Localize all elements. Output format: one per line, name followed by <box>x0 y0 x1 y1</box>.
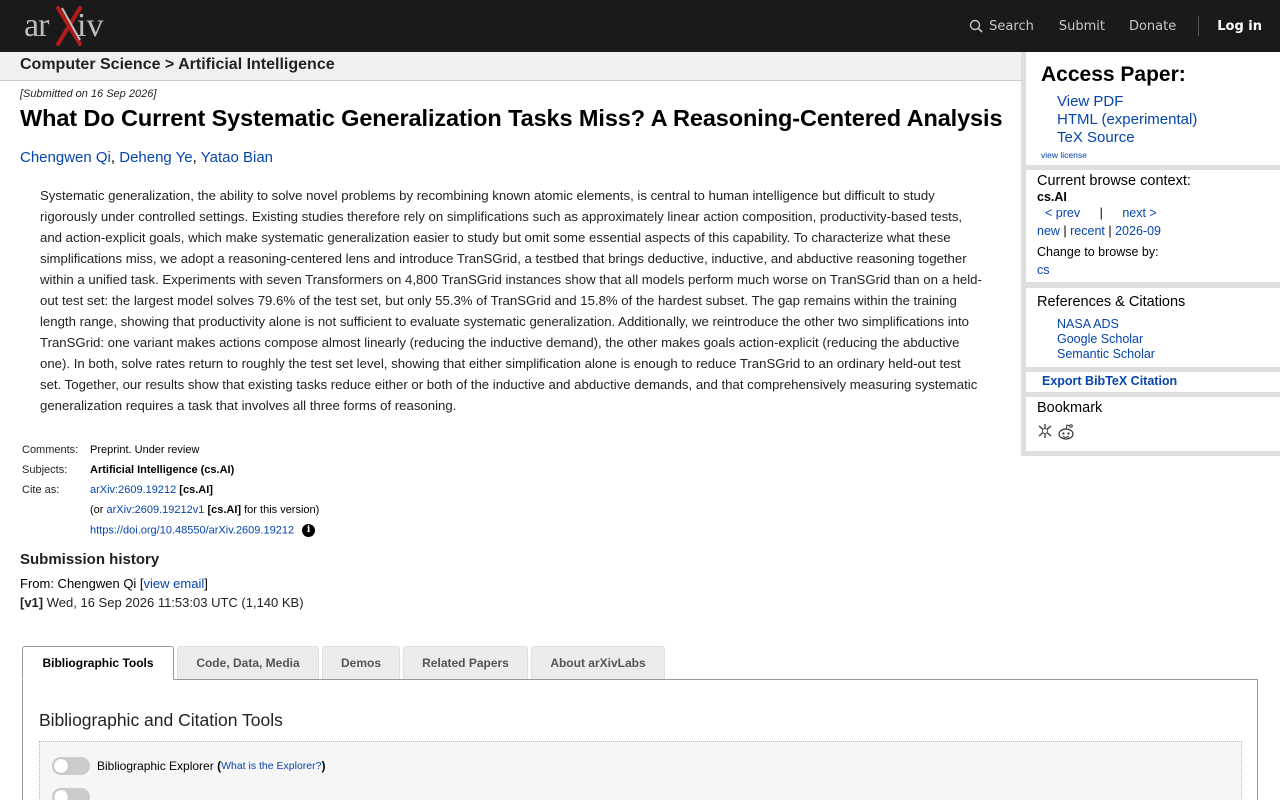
version-category: [cs.AI] <box>207 504 242 516</box>
version-prefix: (or <box>90 504 104 516</box>
bibsonomy-icon[interactable] <box>1037 423 1053 439</box>
arxiv-logo[interactable] <box>22 6 114 46</box>
version-suffix: for this version) <box>244 504 320 516</box>
view-pdf-link[interactable]: View PDF <box>1057 93 1124 110</box>
top-navbar <box>0 0 1280 52</box>
subjects-value: Artificial Intelligence (cs.AI) <box>90 464 235 476</box>
from-suffix: ] <box>204 576 208 591</box>
breadcrumb: Computer Science > Artificial Intelligence <box>0 52 1021 81</box>
subjects-label: Subjects: <box>22 464 68 476</box>
access-heading: Access Paper: <box>1041 63 1186 86</box>
explorer-label: Bibliographic Explorer <box>97 759 214 773</box>
tab-related-papers[interactable]: Related Papers <box>403 646 528 679</box>
submit-link[interactable]: Submit <box>1058 18 1105 34</box>
access-paper-box <box>1026 52 1280 165</box>
html-link[interactable]: HTML (experimental) <box>1057 111 1198 128</box>
refs-heading: References & Citations <box>1037 294 1186 310</box>
export-bibtex-link[interactable]: Export BibTeX Citation <box>1042 374 1178 388</box>
paper-title: What Do Current Systematic Generalization Tasks Miss? A Reasoning-Centered Analysis <box>20 105 1003 131</box>
google-scholar-link[interactable]: Google Scholar <box>1057 332 1144 346</box>
nav-sep: | <box>1099 206 1103 220</box>
search-link[interactable] <box>969 19 1034 34</box>
bookmark-box <box>1026 397 1280 451</box>
author-link[interactable]: Chengwen Qi <box>20 149 111 166</box>
recent-link[interactable]: recent <box>1070 224 1105 238</box>
reddit-icon[interactable] <box>1057 423 1075 441</box>
license-link[interactable]: view license <box>1041 150 1087 160</box>
author-link[interactable]: Yatao Bian <box>200 149 274 166</box>
search-icon <box>969 19 983 33</box>
semantic-scholar-link[interactable]: Semantic Scholar <box>1057 347 1155 361</box>
explorer-help-link[interactable]: What is the Explorer? <box>221 760 322 772</box>
svg-text:ar: ar <box>24 7 49 44</box>
doi-link[interactable]: https://doi.org/10.48550/arXiv.2609.19212 <box>90 523 295 536</box>
login-link[interactable]: Log in <box>1217 18 1262 34</box>
context-category: cs.AI <box>1037 190 1067 204</box>
explorer-toggle-row: Bibliographic Explorer ( What is the Explorer? ) <box>52 757 325 775</box>
new-link[interactable]: new <box>1037 224 1060 238</box>
version-link[interactable]: arXiv:2609.19212v1 <box>106 504 205 516</box>
second-toggle[interactable] <box>52 788 90 800</box>
tab-bibliographic-tools[interactable]: Bibliographic Tools <box>22 646 174 680</box>
submission-history-heading: Submission history <box>20 551 160 568</box>
context-heading: Current browse context: <box>1037 173 1191 189</box>
month-link[interactable]: 2026-09 <box>1115 224 1161 238</box>
next-link[interactable]: next > <box>1122 206 1157 220</box>
version-date: Wed, 16 Sep 2026 11:53:03 UTC (1,140 KB) <box>46 595 304 610</box>
tools-heading: Bibliographic and Citation Tools <box>39 710 283 730</box>
info-icon[interactable]: i <box>302 524 315 537</box>
comments-label: Comments: <box>22 444 79 456</box>
metadata-table <box>20 440 321 540</box>
tex-source-link[interactable]: TeX Source <box>1057 129 1135 146</box>
author-list: Chengwen Qi, Deheng Ye, Yatao Bian <box>20 149 274 166</box>
cite-link[interactable]: arXiv:2609.19212 <box>90 484 177 496</box>
donate-link[interactable]: Donate <box>1128 18 1177 34</box>
author-link[interactable]: Deheng Ye <box>119 149 193 166</box>
version-label: [v1] <box>20 595 44 610</box>
version-entry <box>20 595 304 610</box>
tab-panel <box>22 680 1258 800</box>
from-prefix: From: Chengwen Qi [ <box>20 576 144 591</box>
prev-link[interactable]: < prev <box>1045 206 1081 220</box>
svg-text:iv: iv <box>77 7 104 44</box>
change-browse-label: Change to browse by: <box>1037 245 1159 259</box>
comments-value: Preprint. Under review <box>90 444 200 456</box>
browse-cs-link[interactable]: cs <box>1037 263 1050 277</box>
bookmark-heading: Bookmark <box>1037 400 1103 416</box>
cite-label: Cite as: <box>22 484 60 496</box>
references-box <box>1026 288 1280 367</box>
search-label: Search <box>989 18 1034 34</box>
tools-box <box>39 741 1242 800</box>
submission-date: [Submitted on 16 Sep 2026] <box>20 88 157 100</box>
cite-category: [cs.AI] <box>179 484 213 496</box>
tab-demos[interactable]: Demos <box>322 646 400 679</box>
bibtex-box <box>1026 372 1280 392</box>
tab-about-arxivlabs[interactable]: About arXivLabs <box>531 646 665 679</box>
nav-divider <box>1198 16 1199 36</box>
abstract: Systematic generalization, the ability to solve novel problems by recombining known atomic elements, is central to human intelligence but difficult to study rigorously under controlled settings. Existing studies therefore rely on simplifications such as approximately linear action composition, productivity-based tests, and action-explicit goals, which make systematic generalization easier to study but omit some essential aspects of this capability. To characterize what these simplifications miss, we adopt a reasoning-centered lens and introduce TranSGrid, a testbed that brings deductive, inductive, and abductive reasoning together within a unified task. Experiments with seven Transformers on 4,800 TranSGrid instances show that all models perform much worse on TranSGrid than on a held-out test set: the largest model solves 79.6% of the test set, but only 55.3% of TranSGrid and 15.8% of the hardest subset. The gap remains within the training length range, showing that productivity alone is not sufficient to evaluate systematic generalization. Additionally, we reintroduce the other two simplifications into TranSGrid: one variant makes actions compose almost linearly (reducing the inductive demand), the other makes goals action-explicit (reducing the abductive one). In both, solve rates return to roughly the test set level, showing that either simplification alone is enough to reduce TranSGrid to an ordinary held-out test set. Together, our results show that existing tasks reduce either or both of the inductive and abductive demands, and that comprehensively measuring systematic generalization requires a task that involves all three forms of reasoning. <box>40 188 982 413</box>
nasa-ads-link[interactable]: NASA ADS <box>1057 317 1119 331</box>
header-nav <box>969 0 1280 52</box>
submission-from <box>20 576 208 591</box>
explorer-toggle[interactable] <box>52 757 90 775</box>
sidebar <box>1021 52 1280 456</box>
tab-code-data-media[interactable]: Code, Data, Media <box>177 646 319 679</box>
labs-tabs <box>22 646 1258 680</box>
browse-context-box: Current browse context: cs.AI < prev | next > new | recent | 2026-09 Change to browse by: cs <box>1026 170 1280 282</box>
second-toggle-row <box>52 788 97 800</box>
view-email-link[interactable]: view email <box>143 576 205 591</box>
